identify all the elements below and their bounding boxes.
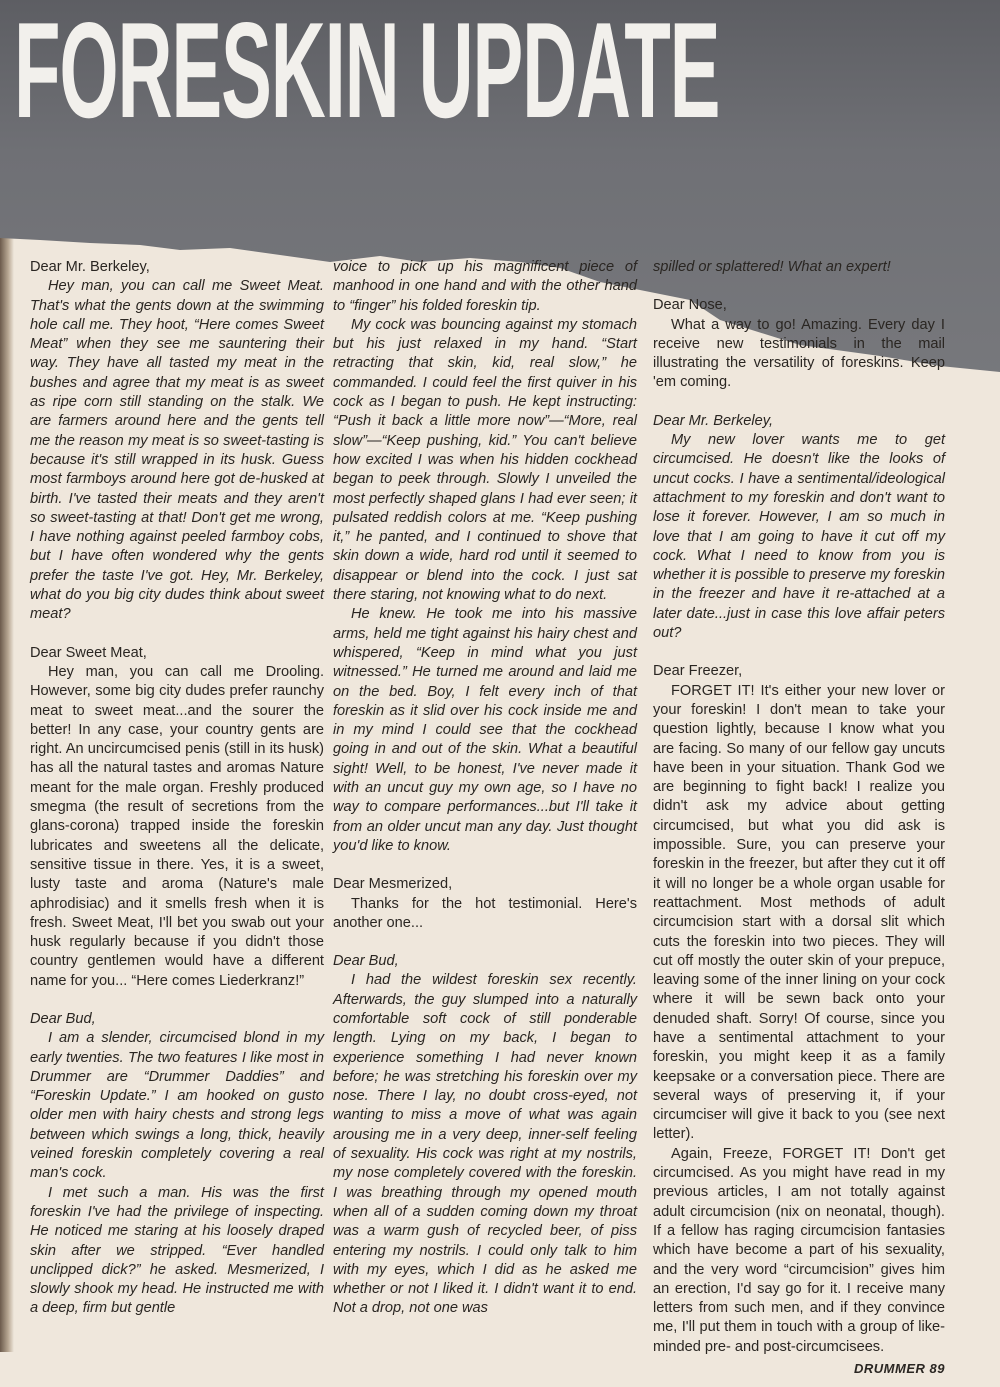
- column-1: [30, 258, 324, 1319]
- salutation: Dear Freezer,: [653, 663, 743, 680]
- letter-paragraph: I am a slender, circumcised blond in my early twenties. The two features I like most in Drummer are “Drummer Daddies” and “Foreskin Update.” I am hooked on gusto older men with hairy chests and strong legs between which swings a long, thick, heavily veined foreskin completely covering a real man's cock.: [30, 1030, 324, 1182]
- salutation: Dear Mr. Berkeley,: [653, 412, 774, 429]
- letter-paragraph: Hey man, you can call me Sweet Meat. That's what the gents down at the swimming hole call me. They hoot, “Here comes Sweet Meat” when they see me sauntering their way. They have all tasted my meat in the bushes and agree that my meat is as sweet as ripe corn still standing on the stalk. We are farmers around here and the gents tell me the reason my meat is so sweet-tasting is because it's still wrapped in its husk. Guess most farmboys around here got de-husked at birth. I've tasted their meats and they aren't so sweet-tasting at that! Don't get me wrong, I have nothing against peeled farmboy cobs, but I have often wondered why the gents prefer the taste I've got. Hey, Mr. Berkeley, what do you big city dudes think about sweet meat?: [30, 278, 324, 623]
- letter-paragraph: spilled or splattered! What an expert!: [653, 259, 891, 275]
- reply-paragraph: Again, Freeze, FORGET IT! Don't get circumcised. As you might have read in my previous articles, I am not totally against adult circumcision (nix on neonatal, though). If a fellow has raging circumcision fantasies which have become a part of his sexuality, and the very word “circumcision” gives him an erection, I'd say go for it. I receive many letters from such men, and if they convince me, I'll put them in touch with a group of like-minded pre- and post-circumcisees.: [653, 1145, 945, 1355]
- salutation: Dear Bud,: [30, 1010, 96, 1027]
- salutation: Dear Mr. Berkeley,: [30, 259, 150, 275]
- page-footer: [653, 1361, 945, 1377]
- letter-paragraph: voice to pick up his magnificent piece of manhood in one hand and with the other hand to “finger” his folded foreskin tip.: [333, 259, 637, 314]
- salutation: Dear Mesmerized,: [333, 876, 453, 893]
- page-number: 89: [929, 1361, 945, 1377]
- column-3: [653, 258, 945, 1387]
- salutation: Dear Nose,: [653, 297, 727, 314]
- reply-paragraph: Thanks for the hot testimonial. Here's another one...: [333, 895, 637, 931]
- magazine-name: DRUMMER: [854, 1361, 926, 1377]
- letter-paragraph: He knew. He took me into his massive arms, held me tight against his hairy chest and whispered, “Keep in mind what you just witnessed.” He turned me around and laid me on the bed. Boy, I felt every inch of that foreskin as it slid over his cock inside me and in my mind I could see that the cockhead going in and out of the skin. What a beautiful sight! Well, to be honest, I've never made it with an uncut guy my own age, so I have no way to compare performances...but I'll take it from an older uncut man any day. Just thought you'd like to know.: [333, 606, 637, 854]
- page-title: FORESKIN UPDATE: [14, 0, 720, 146]
- letter-paragraph: I met such a man. His was the first foreskin I've had the privilege of inspecting. He noticed me staring at his loosely draped skin after we stripped. “Ever handled unclipped dick?” he asked. Mesmerized, I slowly shook my head. He instructed me with a deep, firm but gentle: [30, 1184, 324, 1317]
- letter-paragraph: My cock was bouncing against my stomach but his just relaxed in my hand. “Start retracting that skin, kid, real slow,” he commanded. I could feel the first quiver in his cock as I began to push. He kept instructing: “Push it back a little more now”—“More, real slow”—“Keep pushing, kid.” You can't believe how excited I was when his hidden cockhead began to peek through. Slowly I unveiled the most perfectly shaped glans I had ever seen; it pulsated reddish colors at me. “Keep pushing it,” he panted, and I continued to shove that skin down a wide, hard rod until it seemed to disappear or blend into the cock. I just sat there staring, not knowing what to do next.: [333, 316, 637, 604]
- letter-paragraph: I had the wildest foreskin sex recently. Afterwards, the guy slumped into a naturally comfortable soft cock of still ponderable length. Lying on my back, I began to experience something I had never known before; he was stretching his foreskin over my nose. There I lay, no doubt cross-eyed, not wanting to miss a move of what was again arousing me in a very deep, inner-self feeling of sexuality. His cock was right at my nostrils, my nose completely covered with the foreskin. I was breathing through my opened mouth when all of a sudden coming down my throat was a warm gush of recycled beer, of piss entering my nostrils. I could only talk to him with my eyes, which I did as he asked me whether or not I liked it. I didn't want it to end. Not a drop, not one was: [333, 972, 637, 1317]
- salutation: Dear Sweet Meat,: [30, 644, 147, 661]
- column-2: [333, 258, 637, 1319]
- salutation: Dear Bud,: [333, 953, 399, 970]
- reply-paragraph: FORGET IT! It's either your new lover or your foreskin! I don't mean to take your question lightly, because I know what you are facing. So many of our fellow gay uncuts have been in your situation. Thank God we are beginning to fight back! I realize you didn't ask my advice about getting circumcised, but what you did ask is impossible. Sure, you can preserve your foreskin in the freezer, but after they cut it off it will no longer be a whole organ usable for reattachment. Most methods of adult circumcision start with a dorsal slit which cuts the foreskin into two pieces. They will cut off mostly the outer skin of your prepuce, leaving some of the inner lining on your cock where it will be sewn back onto your denuded shaft. Sorry! Of course, since you have a sentimental attachment to your foreskin, you might keep it as a family keepsake or a conversation piece. There are several ways of preserving it, if your circumciser will give it back to you (see next letter).: [653, 682, 945, 1143]
- letter-paragraph: My new lover wants me to get circumcised. He doesn't like the looks of uncut cocks. I have a sentimental/ideological attachment to my foreskin and don't want to lose it forever. However, I am so much in love that I am going to have it cut off my cock. What I need to know from you is whether it is possible to preserve my foreskin in the freezer and have it re-attached at a later date...just in case this love affair peters out?: [653, 432, 945, 642]
- reply-paragraph: What a way to go! Amazing. Every day I receive new testimonials in the mail illustrating the versatility of foreskins. Keep 'em coming.: [653, 316, 945, 391]
- reply-paragraph: Hey man, you can call me Drooling. However, some big city dudes prefer raunchy meat to sweet meat...and the sourer the better! In any case, your country gents are right. An uncircumcised penis (still in its husk) has all the natural tastes and aromas Nature meant for the male organ. Freshly produced smegma (the result of secretions from the glans-corona) trapped inside the foreskin lubricates and sweetens all the delicate, sensitive tissue in there. Yes, it is a sweet, lusty taste and aroma (Nature's male aphrodisiac) and it smells fresh when it is fresh. Sweet Meat, I'll bet you swab out your husk regularly because if you didn't those country gentlemen would have a different name for you... “Here comes Liederkranz!”: [30, 663, 324, 989]
